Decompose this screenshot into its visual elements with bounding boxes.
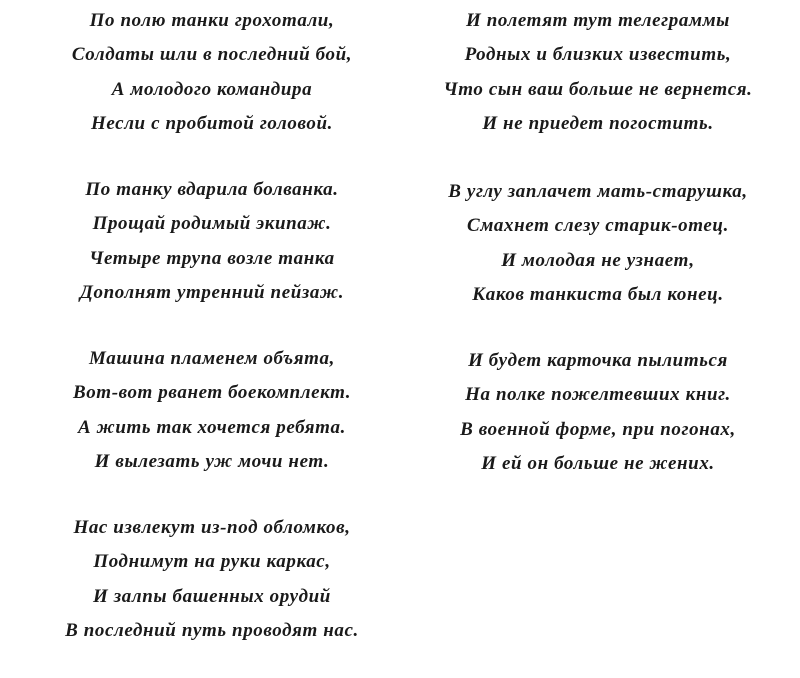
poem-line: Смахнет слезу старик-отец. [467,215,729,237]
poem-line: Несли с пробитой головой. [91,113,333,135]
poem-line: А молодого командира [111,78,313,100]
poem-line: Нас извлекут из-под обломков, [73,517,351,538]
poem-line: Поднимут на руки каркас, [93,551,331,573]
poem-line: В последний путь проводят нас. [65,620,359,642]
poem-line: На полке пожелтевших книг. [465,384,731,406]
poem-line: Машина пламенем объята, [89,348,335,369]
stanza-6 [398,175,798,313]
stanza-1 [12,4,412,142]
poem-line: Родных и близких известить, [464,44,732,66]
poem-line: А жить так хочется ребята. [78,416,346,438]
poem-line: Каков танкиста был конец. [472,284,724,306]
poem-line: Четыре трупа возле танка [89,247,335,269]
poem-line: Солдаты шли в последний бой, [71,44,353,66]
poem-line: И ей он больше не жених. [481,453,715,475]
poem-line: И полетят тут телеграммы [466,10,730,31]
poem-line: По танку вдарила болванка. [85,179,339,200]
poem-line: И вылезать уж мочи нет. [94,451,330,473]
poem-line: И будет карточка пылиться [468,350,728,371]
stanza-2 [12,173,412,311]
poem-line: И залпы башенных орудий [93,585,331,607]
poem-line: Вот-вот рванет боекомплект. [72,382,352,404]
poem-line: В углу заплачет мать-старушка, [448,181,748,202]
poem-line: По полю танки грохотали, [89,10,335,31]
poem-line: Дополнят утренний пейзаж. [79,282,345,304]
poem-line: Что сын ваш больше не вернется. [443,78,753,100]
stanza-7 [398,344,798,482]
poem-line: В военной форме, при погонах, [460,418,736,440]
stanza-5 [398,4,798,142]
poem-line: И молодая не узнает, [501,249,695,271]
stanza-3 [12,342,412,480]
poem-line: Прощай родимый экипаж. [92,213,332,235]
poem-line: И не приедет погостить. [482,113,714,135]
stanza-4 [12,511,412,649]
